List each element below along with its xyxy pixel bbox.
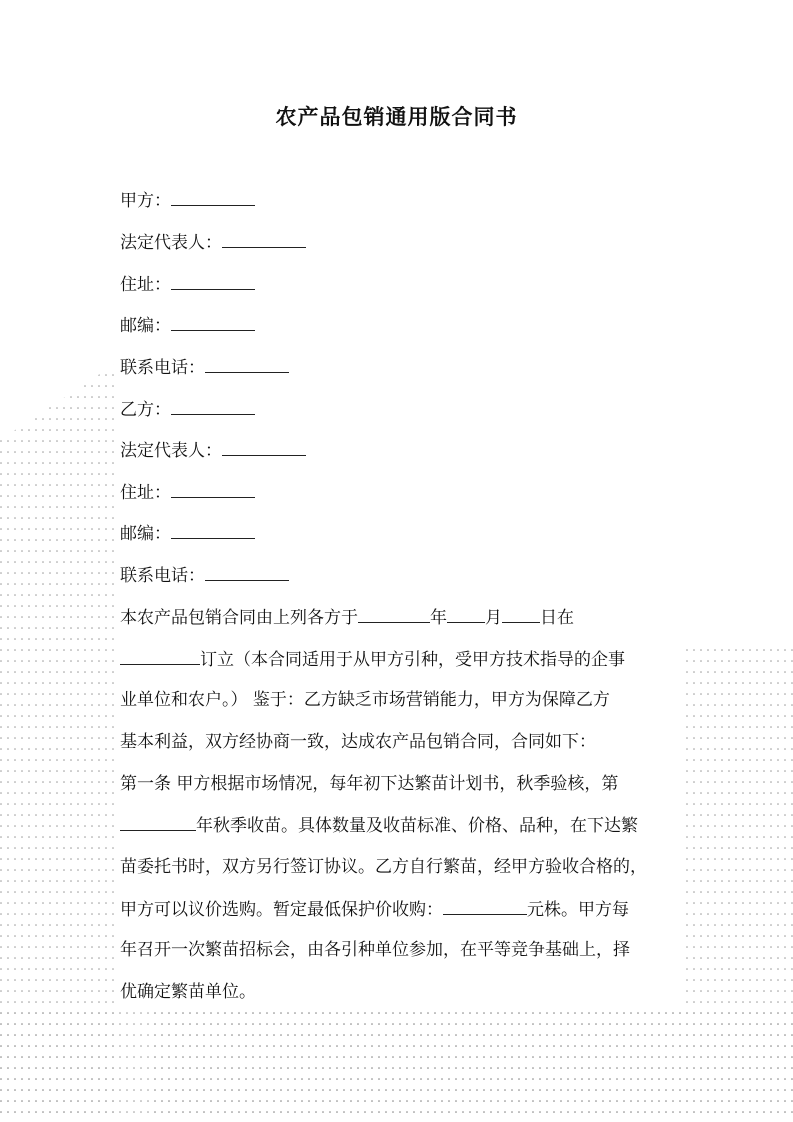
- day-place-label: 日在: [540, 608, 574, 628]
- party-a-postcode-label: 邮编：: [120, 316, 171, 336]
- party-b-name-line: [120, 397, 255, 422]
- party-a-rep-line: [120, 230, 306, 255]
- body-line-2-text: 订立（本合同适用于从甲方引种，受甲方技术指导的企事: [200, 650, 625, 670]
- body-line-1: [120, 605, 574, 630]
- sign-year-field[interactable]: [358, 605, 430, 623]
- party-a-address-line: [120, 272, 255, 297]
- party-a-rep-field[interactable]: [222, 230, 306, 248]
- party-b-phone-line: [120, 563, 289, 588]
- document-title: 农产品包销通用版合同书: [275, 104, 518, 129]
- body-line-10: 优确定繁苗单位。: [120, 982, 256, 1002]
- sign-day-field[interactable]: [502, 605, 540, 623]
- party-a-phone-line: [120, 355, 289, 380]
- party-a-name-line: [120, 188, 255, 213]
- body-line-7: 苗委托书时，双方另行签订协议。乙方自行繁苗，经甲方验收合格的，: [120, 857, 647, 877]
- party-b-rep-field[interactable]: [222, 438, 306, 456]
- party-b-name-field[interactable]: [171, 397, 255, 415]
- sign-month-field[interactable]: [447, 605, 485, 623]
- party-b-postcode-line: [120, 521, 255, 546]
- body-line-1-a: 本农产品包销合同由上列各方于: [120, 608, 358, 628]
- party-b-address-field[interactable]: [171, 480, 255, 498]
- body-line-6: [120, 813, 638, 838]
- party-b-postcode-field[interactable]: [171, 521, 255, 539]
- party-a-phone-field[interactable]: [205, 355, 289, 373]
- party-a-phone-label: 联系电话：: [120, 358, 205, 378]
- body-line-9: 年召开一次繁苗招标会，由各引种单位参加，在平等竞争基础上，择: [120, 940, 630, 960]
- body-line-8-b: 元株。甲方每: [527, 900, 629, 920]
- sign-place-field[interactable]: [120, 647, 200, 665]
- min-price-field[interactable]: [443, 897, 527, 915]
- party-a-postcode-line: [120, 313, 255, 338]
- body-line-4: 基本利益，双方经协商一致，达成农产品包销合同，合同如下：: [120, 732, 596, 752]
- harvest-year-field[interactable]: [120, 813, 196, 831]
- month-label: 月: [485, 608, 502, 628]
- party-a-rep-label: 法定代表人：: [120, 233, 222, 253]
- party-a-name-label: 甲方：: [120, 191, 171, 211]
- year-label: 年: [430, 608, 447, 628]
- party-b-address-label: 住址：: [120, 483, 171, 503]
- party-b-rep-line: [120, 438, 306, 463]
- party-a-address-field[interactable]: [171, 272, 255, 290]
- party-b-rep-label: 法定代表人：: [120, 441, 222, 461]
- body-line-8-a: 甲方可以议价选购。暂定最低保护价收购：: [120, 900, 443, 920]
- party-a-postcode-field[interactable]: [171, 313, 255, 331]
- party-b-postcode-label: 邮编：: [120, 524, 171, 544]
- body-line-5: 第一条 甲方根据市场情况，每年初下达繁苗计划书，秋季验核，第: [120, 774, 619, 794]
- body-line-6-text: 年秋季收苗。具体数量及收苗标准、价格、品种，在下达繁: [196, 816, 638, 836]
- party-a-address-label: 住址：: [120, 275, 171, 295]
- party-b-phone-field[interactable]: [205, 563, 289, 581]
- party-a-name-field[interactable]: [171, 188, 255, 206]
- party-b-address-line: [120, 480, 255, 505]
- body-line-2: [120, 647, 625, 672]
- body-line-3: 业单位和农户。） 鉴于：乙方缺乏市场营销能力，甲方为保障乙方: [120, 690, 610, 710]
- body-line-8: [120, 897, 629, 922]
- party-b-name-label: 乙方：: [120, 400, 171, 420]
- party-b-phone-label: 联系电话：: [120, 566, 205, 586]
